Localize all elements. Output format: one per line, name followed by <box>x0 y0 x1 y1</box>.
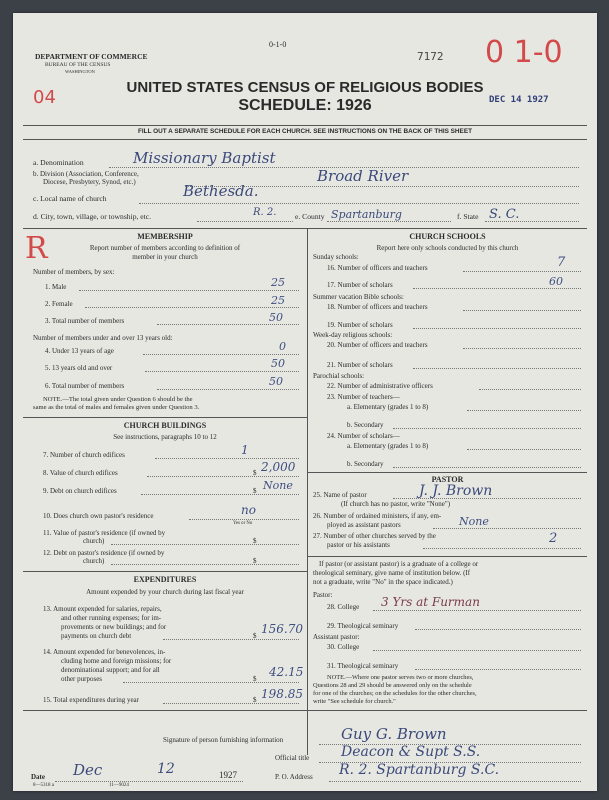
buildings-title: CHURCH BUILDINGS <box>123 421 207 430</box>
q6-label: 6. Total number of members <box>45 382 125 390</box>
q20-label: 20. Number of officers and teachers <box>327 341 428 349</box>
q27-label-1: 27. Number of other churches served by the <box>313 532 436 540</box>
identity-rule <box>23 228 587 229</box>
pastor-title: PASTOR <box>431 475 464 484</box>
q24b-label: b. Secondary <box>347 460 384 468</box>
q19-label: 19. Number of scholars <box>327 321 393 329</box>
q13-value: 156.70 <box>261 622 303 636</box>
division-label-2: Diocese, Presbytery, Synod, etc.) <box>43 178 136 186</box>
q23-label: 23. Number of teachers— <box>327 393 400 401</box>
census-schedule-page <box>13 13 597 791</box>
q26-line <box>433 528 581 529</box>
q17-value: 60 <box>549 275 563 288</box>
red-annotation-top: 0 1-0 <box>485 35 563 70</box>
q24b-line <box>393 467 581 468</box>
q28-value: 3 Yrs at Furman <box>381 595 480 609</box>
address-label: P. O. Address <box>275 773 313 781</box>
q26-label-1: 26. Number of ordained ministers, if any, em- <box>313 512 442 520</box>
expenditures-rule <box>23 571 307 572</box>
q30-line <box>373 650 581 651</box>
q31-line <box>415 669 581 670</box>
q6-value: 50 <box>269 375 283 388</box>
q16-value: 7 <box>557 255 566 270</box>
footer-rule <box>23 710 587 711</box>
form-title: UNITED STATES CENSUS OF RELIGIOUS BODIES <box>126 79 484 96</box>
q13-line <box>163 639 299 640</box>
q11-line <box>111 544 299 545</box>
date-day: 12 <box>157 761 175 777</box>
q14-line <box>123 682 299 683</box>
q23a-label: a. Elementary (grades 1 to 8) <box>347 403 429 411</box>
form-code-2: 11—9024 <box>109 783 129 788</box>
q22-label: 22. Number of administrative officers <box>327 382 433 390</box>
q13-label-2: and other running expenses; for im- <box>61 614 162 622</box>
q4-label: 4. Under 13 years of age <box>45 347 114 355</box>
q11-label: 11. Value of pastor's residence (if owned by <box>43 529 166 537</box>
q21-label: 21. Number of scholars <box>327 361 393 369</box>
pastor-note-1: NOTE.—Where one pastor serves two or more churches, <box>327 674 474 681</box>
city-town-label: d. City, town, village, or township, etc. <box>33 212 152 221</box>
parochial-label: Parochial schools: <box>313 372 365 380</box>
q25-hint: (If church has no pastor, write "None") <box>341 500 451 508</box>
q21-line <box>413 368 581 369</box>
q10-label: 10. Does church own pastor's residence <box>43 512 154 520</box>
form-subtitle: SCHEDULE: 1926 <box>238 97 372 114</box>
buildings-rule <box>23 417 307 418</box>
q7-value: 1 <box>241 443 249 457</box>
church-name-line <box>139 203 579 204</box>
membership-intro-2: member in your church <box>132 253 198 261</box>
q11-label-2: church) <box>83 537 105 545</box>
q18-label: 18. Number of officers and teachers <box>327 303 428 311</box>
header-rule <box>23 125 587 126</box>
q12-dollar: $ <box>253 557 257 565</box>
form-number: 7172 <box>417 50 444 63</box>
q14-label-2: cluding home and foreign missions; for <box>61 657 172 665</box>
q4-line <box>143 354 299 355</box>
q1-line <box>79 290 299 291</box>
q29-label: 29. Theological seminary <box>327 622 399 630</box>
q28-line <box>373 610 581 611</box>
city-label: WASHINGTON <box>65 69 95 74</box>
q2-line <box>85 307 299 308</box>
graduate-note-2: theological seminary, give name of institution below. (If <box>313 569 471 577</box>
q8-dollar: $ <box>253 469 257 477</box>
membership-title: MEMBERSHIP <box>137 232 193 241</box>
membership-intro-1: Report number of members according to definition of <box>89 244 241 252</box>
q12-label: 12. Debt on pastor's residence (if owned by <box>43 549 165 557</box>
q10-value: no <box>241 503 256 517</box>
denomination-value: Missionary Baptist <box>133 149 276 167</box>
membership-note-1: NOTE.—The total given under Question 6 should be the <box>43 396 193 403</box>
date-line <box>55 781 243 782</box>
q8-line <box>147 476 299 477</box>
q14-value: 42.15 <box>269 665 304 679</box>
address-line <box>329 781 581 782</box>
q25-label: 25. Name of pastor <box>313 491 367 499</box>
age-head-label: Number of members under and over 13 years old: <box>33 334 173 342</box>
q28-label: 28. College <box>327 603 360 611</box>
received-date-stamp: DEC 14 1927 <box>489 95 549 105</box>
q7-line <box>155 458 299 459</box>
q9-line <box>141 494 299 495</box>
q10-line <box>189 519 299 520</box>
q1-label: 1. Male <box>45 283 67 291</box>
signature-value: Guy G. Brown <box>341 725 447 743</box>
bureau-label: BUREAU OF THE CENSUS <box>45 62 111 68</box>
q23a-line <box>467 410 581 411</box>
q5-label: 5. 13 years old and over <box>45 364 113 372</box>
q3-label: 3. Total number of members <box>45 317 125 325</box>
buildings-intro: See instructions, paragraphs 10 to 12 <box>113 433 217 441</box>
red-annotation-left: 04 <box>33 87 56 108</box>
q16-line <box>463 271 581 272</box>
q3-value: 50 <box>269 311 283 324</box>
q22-line <box>479 389 581 390</box>
q27-line <box>423 548 581 549</box>
sunday-label: Sunday schools: <box>313 253 359 261</box>
q15-label: 15. Total expenditures during year <box>43 696 139 704</box>
q14-label-1: 14. Amount expended for benevolences, in- <box>43 648 166 656</box>
q19-line <box>413 328 581 329</box>
graduate-note-1: If pastor (or assistant pastor) is a graduate of a college or <box>319 560 479 568</box>
summer-label: Summer vacation Bible schools: <box>313 293 404 301</box>
pastor-rule <box>307 472 587 473</box>
schools-title: CHURCH SCHOOLS <box>409 232 486 241</box>
q17-label: 17. Number of scholars <box>327 281 393 289</box>
signature-label: Signature of person furnishing information <box>163 736 284 744</box>
q4-value: 0 <box>279 340 286 353</box>
q11-dollar: $ <box>253 537 257 545</box>
graduate-rule <box>307 556 587 557</box>
q27-value: 2 <box>549 531 558 546</box>
state-value: S. C. <box>489 207 520 222</box>
city-line <box>197 221 293 222</box>
assistant-pastor-label: Assistant pastor: <box>313 633 360 641</box>
official-title-label: Official title <box>275 754 310 762</box>
division-value: Broad River <box>317 167 409 185</box>
q14-label-3: denominational support; and for all <box>61 666 160 674</box>
instruction-line: FILL OUT A SEPARATE SCHEDULE FOR EACH CHURCH. SEE INSTRUCTIONS ON THE BACK OF THIS SHEET <box>138 128 472 135</box>
q23b-line <box>393 428 581 429</box>
q5-line <box>145 371 299 372</box>
q1-value: 25 <box>271 276 285 289</box>
church-name-label: c. Local name of church <box>33 194 107 203</box>
pastor-note-2: Questions 28 and 29 should be answered only on the schedule <box>313 682 472 689</box>
yes-no-hint: Yes or No <box>233 521 253 526</box>
q16-label: 16. Number of officers and teachers <box>327 264 428 272</box>
q3-line <box>157 324 299 325</box>
q13-label-3: provements or new buildings; and for <box>61 623 167 631</box>
q5-value: 50 <box>271 357 285 370</box>
denomination-label: a. Denomination <box>33 158 84 167</box>
county-value: Spartanburg <box>331 208 402 221</box>
graduate-note-3: not a graduate, write "No" in the space indicated.) <box>313 578 453 586</box>
q13-dollar: $ <box>253 632 257 640</box>
q15-dollar: $ <box>253 696 257 704</box>
q7-label: 7. Number of church edifices <box>43 451 125 459</box>
q29-line <box>415 629 581 630</box>
city-value: R. 2. <box>253 207 277 218</box>
form-code-1: 8—5318 a <box>33 783 54 788</box>
expenditures-intro: Amount expended by your church during last fiscal year <box>86 588 244 596</box>
q20-line <box>463 348 581 349</box>
q14-dollar: $ <box>253 675 257 683</box>
division-label: b. Division (Association, Conference, <box>33 170 139 178</box>
pastor-note-3: for one of the churches; on the schedules for the other churches, <box>313 690 477 697</box>
q12-label-2: church) <box>83 557 105 565</box>
q17-line <box>413 288 581 289</box>
church-name-value: Bethesda. <box>183 182 259 200</box>
state-label: f. State <box>457 212 479 221</box>
q13-label-4: payments on church debt <box>61 632 132 640</box>
expenditures-title: EXPENDITURES <box>133 575 197 584</box>
schools-intro: Report here only schools conducted by this church <box>376 244 519 252</box>
by-sex-label: Number of members, by sex: <box>33 268 115 276</box>
q14-label-4: other purposes <box>61 675 103 683</box>
date-year: 1927 <box>219 770 237 780</box>
red-r-mark: R <box>25 231 48 266</box>
q26-value: None <box>459 515 489 528</box>
q31-label: 31. Theological seminary <box>327 662 399 670</box>
q2-value: 25 <box>271 294 285 307</box>
q18-line <box>463 310 581 311</box>
q25-value: J. J. Brown <box>419 483 493 499</box>
county-label: e. County <box>295 212 325 221</box>
q24-label: 24. Number of scholars— <box>327 432 400 440</box>
instruction-rule <box>23 139 587 140</box>
county-line <box>327 221 451 222</box>
q9-dollar: $ <box>253 487 257 495</box>
official-title-value: Deacon & Supt S.S. <box>341 744 481 760</box>
q13-label-1: 13. Amount expended for salaries, repairs, <box>43 605 162 613</box>
q2-label: 2. Female <box>45 300 73 308</box>
address-value: R. 2. Spartanburg S.C. <box>339 762 500 778</box>
membership-note-2: same as the total of males and females given under Question 3. <box>33 404 200 411</box>
column-divider <box>307 228 308 755</box>
q15-line <box>163 703 299 704</box>
pastor-sub-label: Pastor: <box>313 591 333 599</box>
date-label: Date <box>31 773 45 781</box>
q12-line <box>111 564 299 565</box>
q9-value: None <box>263 479 293 492</box>
q9-label: 9. Debt on church edifices <box>43 487 117 495</box>
dept-label: DEPARTMENT OF COMMERCE <box>35 52 148 61</box>
q15-value: 198.85 <box>261 687 303 701</box>
date-month: Dec <box>73 761 103 779</box>
q6-line <box>157 389 299 390</box>
pastor-note-4: write "See schedule for church." <box>313 698 396 705</box>
q24a-line <box>467 449 581 450</box>
q8-value: 2,000 <box>261 460 296 474</box>
q30-label: 30. College <box>327 643 360 651</box>
weekday-label: Week-day religious schools: <box>313 331 393 339</box>
q27-label-2: pastor or his assistants <box>327 541 390 549</box>
q26-label-2: ployed as assistant pastors <box>327 521 401 529</box>
q23b-label: b. Secondary <box>347 421 384 429</box>
form-code: 0-1-0 <box>269 40 287 49</box>
q8-label: 8. Value of church edifices <box>43 469 118 477</box>
q24a-label: a. Elementary (grades 1 to 8) <box>347 442 429 450</box>
